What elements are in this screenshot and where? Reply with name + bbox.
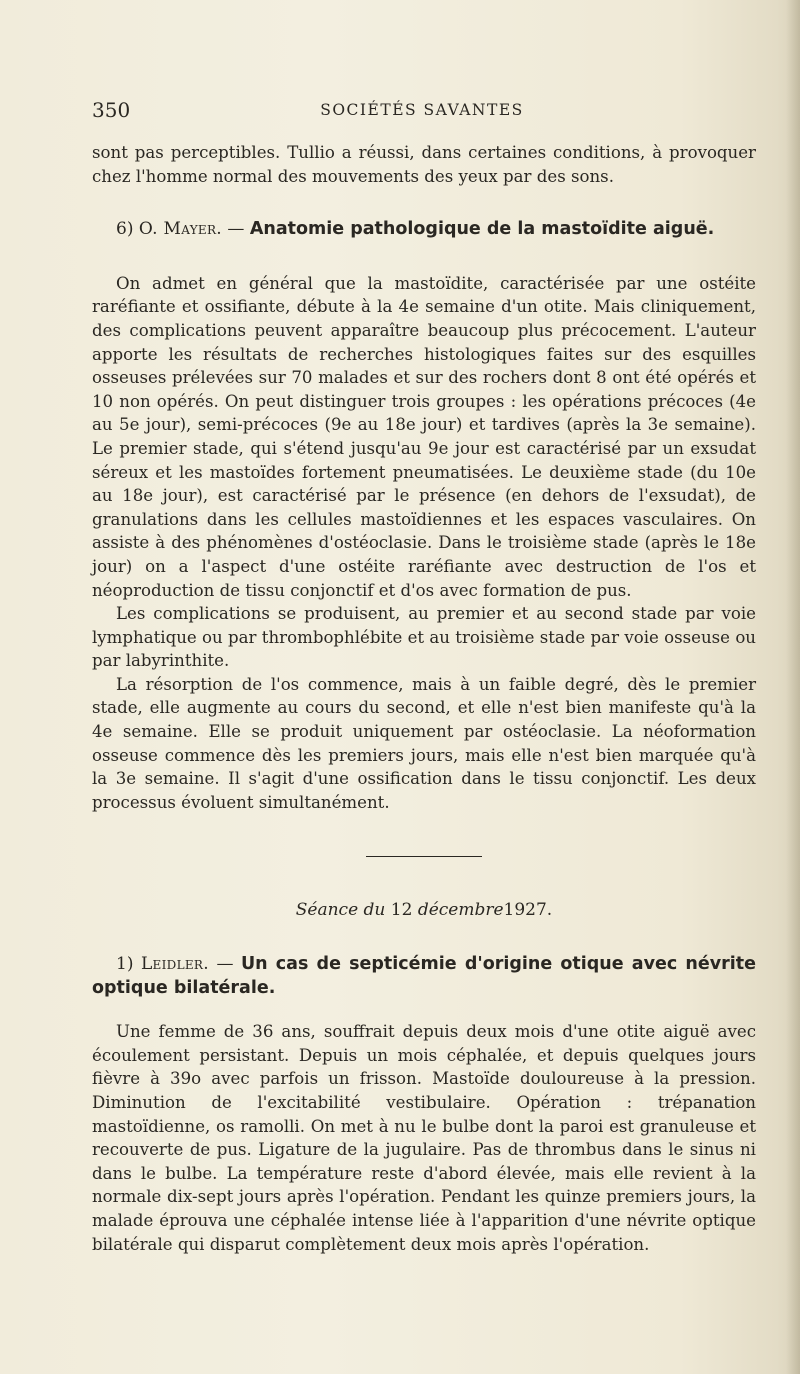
seance-day: 12 xyxy=(390,900,413,921)
body-paragraph: La résorption de l'os commence, mais à un faible degré, dès le premier stade, elle augmente au cours du second, et elle n'est bien manifeste qu'à la 4e semaine. Elle se produit uniquement par ostéoclasie. La néoformation osseuse commence dès les premiers jours, mais elle n'est bien marquée qu'à la 3e semaine. Il s'agit d'une ossification dans le tissu conjonctif. Les deux processus évoluent simultanément. xyxy=(92,674,756,812)
section-number: 1) xyxy=(116,954,134,975)
seance-year: 1927. xyxy=(503,900,553,921)
section-heading-mayer xyxy=(92,218,756,242)
running-head: SOCIÉTÉS SAVANTES xyxy=(320,101,524,119)
intro-paragraph: sont pas perceptibles. Tullio a réussi, dans certaines conditions, à provoquer chez l'homme normal des mouvements des yeux par des sons. xyxy=(92,143,756,186)
body-paragraph: Les complications se produisent, au premier et au second stade par voie lymphatique ou par thrombophlébite et au troisième stade par voie osseuse ou par labyrinthite. xyxy=(92,604,756,671)
section-heading-leidler xyxy=(92,953,756,1000)
seance-date xyxy=(92,899,756,923)
section-dash: — xyxy=(216,954,234,975)
seance-prefix: Séance du xyxy=(295,900,386,921)
page-number: 350 xyxy=(92,98,131,122)
section-author: O. Mayer. xyxy=(138,219,223,240)
section-dash: — xyxy=(227,219,245,240)
seance-month: décembre xyxy=(417,900,504,921)
section-title: Anatomie pathologique de la mastoïdite aiguë. xyxy=(249,219,715,240)
page-header xyxy=(92,98,752,128)
page-body xyxy=(92,141,756,1256)
body-paragraph: On admet en général que la mastoïdite, caractérisée par une ostéite raréfiante et ossifiante, débute à la 4e semaine d'un otite. Mais cliniquement, des complications peuvent apparaître beaucoup plus précocement. L'auteur apporte les résultats de recherches histologiques faites sur des esquilles osseuses prélevées sur 70 malades et sur des rochers dont 8 ont été opérés et 10 non opérés. On peut distinguer trois groupes : les opérations précoces (4e au 5e jour), semi-précoces (9e au 18e jour) et tardives (après la 3e semaine). Le premier stade, qui s'étend jusqu'au 9e jour est caractérisé par un exsudat séreux et les mastoïdes fortement pneumatisées. Le deuxième stade (du 10e au 18e jour), est caractérisé par le présence (en dehors de l'exsudat), de granulations dans les cellules mastoïdiennes et les espaces vasculaires. On assiste à des phénomènes d'ostéoclasie. Dans le troisième stade (après le 18e jour) on a l'aspect d'une ostéite raréfiante avec destruction de l'os et néoproduction de tissu conjonctif et d'os avec formation de pus. xyxy=(92,273,756,600)
section-author: Leidler. xyxy=(140,954,209,975)
body-paragraph: Une femme de 36 ans, souffrait depuis deux mois d'une otite aiguë avec écoulement persistant. Depuis un mois céphalée, et depuis quelques jours fièvre à 39o avec parfois un frisson. Mastoïde douloureuse à la pression. Diminution de l'excitabilité vestibulaire. Opération : trépanation mastoïdienne, os ramolli. On met à nu le bulbe dont la paroi est granuleuse et recouverte de pus. Ligature de la jugulaire. Pas de thrombus dans le sinus ni dans le bulbe. La température reste d'abord élevée, mais elle revient à la normale dix-sept jours après l'opération. Pendant les quinze premiers jours, la malade éprouva une céphalée intense liée à l'apparition d'une névrite optique bilatérale qui disparut complètement deux mois après l'opération. xyxy=(92,1022,756,1254)
section-number: 6) xyxy=(116,219,134,240)
section-title: Un cas de septicémie d'origine otique avec névrite optique bilatérale. xyxy=(92,954,757,998)
page-edge-shadow xyxy=(786,0,800,1374)
